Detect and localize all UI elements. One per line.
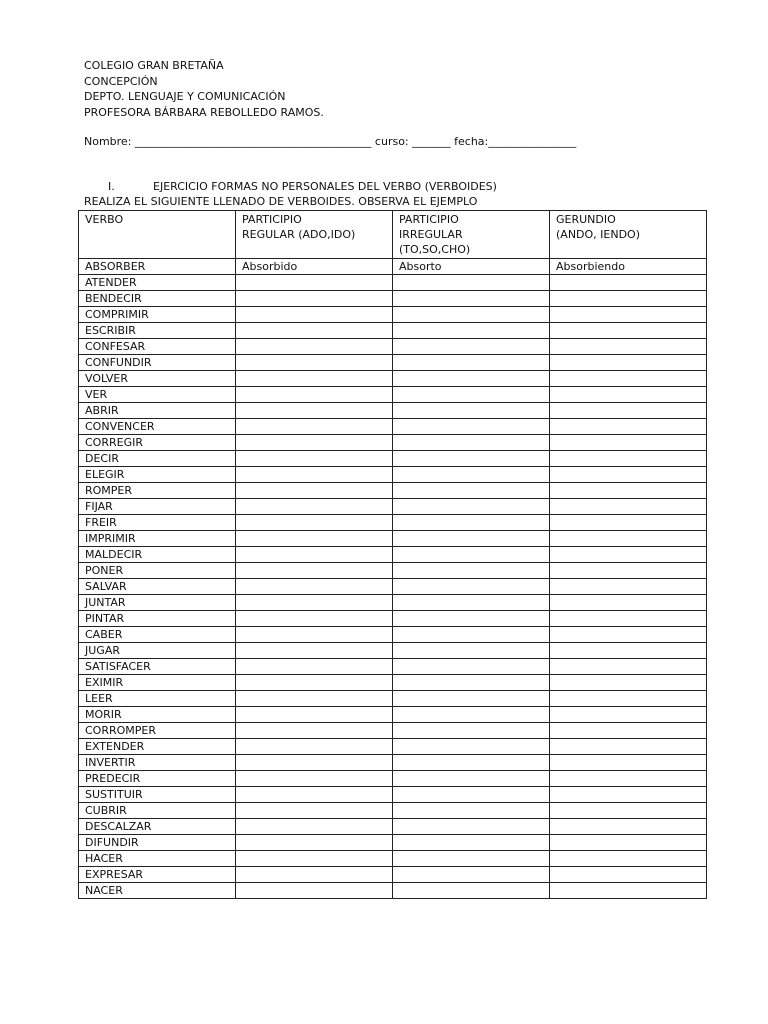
- participio-irregular-cell[interactable]: [393, 323, 550, 339]
- example-verbo: ABSORBER: [79, 259, 236, 275]
- participio-regular-cell[interactable]: [236, 403, 393, 419]
- table-row: [79, 499, 707, 515]
- verboides-table: [78, 210, 707, 899]
- gerundio-cell[interactable]: [550, 819, 707, 835]
- header-participio-irregular: PARTICIPIO IRREGULAR (TO,SO,CHO): [393, 211, 550, 259]
- verb-cell: DECIR: [79, 451, 236, 467]
- gerundio-cell[interactable]: [550, 499, 707, 515]
- verb-cell: EXPRESAR: [79, 867, 236, 883]
- gerundio-cell[interactable]: [550, 371, 707, 387]
- participio-irregular-cell[interactable]: [393, 755, 550, 771]
- department: DEPTO. LENGUAJE Y COMUNICACIÓN: [84, 90, 286, 103]
- gerundio-cell[interactable]: [550, 403, 707, 419]
- participio-regular-cell[interactable]: [236, 819, 393, 835]
- participio-regular-cell[interactable]: [236, 803, 393, 819]
- table-row: [79, 451, 707, 467]
- table-row: [79, 883, 707, 899]
- table-row: [79, 659, 707, 675]
- exercise-heading: [108, 180, 497, 193]
- verb-cell: ELEGIR: [79, 467, 236, 483]
- participio-irregular-cell[interactable]: [393, 499, 550, 515]
- table-row: [79, 819, 707, 835]
- participio-irregular-cell[interactable]: [393, 707, 550, 723]
- participio-irregular-cell[interactable]: [393, 723, 550, 739]
- table-row: [79, 563, 707, 579]
- verb-cell: MALDECIR: [79, 547, 236, 563]
- gerundio-cell[interactable]: [550, 275, 707, 291]
- gerundio-cell[interactable]: [550, 691, 707, 707]
- participio-regular-cell[interactable]: [236, 883, 393, 899]
- student-info-line: [84, 135, 576, 148]
- verb-cell: DESCALZAR: [79, 819, 236, 835]
- participio-irregular-cell[interactable]: [393, 531, 550, 547]
- participio-irregular-cell[interactable]: [393, 579, 550, 595]
- table-row: [79, 371, 707, 387]
- participio-regular-cell[interactable]: [236, 387, 393, 403]
- participio-regular-cell[interactable]: [236, 307, 393, 323]
- fecha-field[interactable]: ________________: [488, 135, 577, 148]
- curso-field[interactable]: _______: [412, 135, 451, 148]
- table-row: [79, 323, 707, 339]
- participio-regular-cell[interactable]: [236, 563, 393, 579]
- verb-cell: PREDECIR: [79, 771, 236, 787]
- participio-regular-cell[interactable]: [236, 515, 393, 531]
- table-row: [79, 787, 707, 803]
- participio-irregular-cell[interactable]: [393, 659, 550, 675]
- gerundio-cell[interactable]: [550, 579, 707, 595]
- participio-irregular-cell[interactable]: [393, 435, 550, 451]
- verb-cell: VER: [79, 387, 236, 403]
- participio-regular-cell[interactable]: [236, 579, 393, 595]
- verb-cell: ROMPER: [79, 483, 236, 499]
- gerundio-cell[interactable]: [550, 803, 707, 819]
- header-gerundio: GERUNDIO (ANDO, IENDO): [550, 211, 707, 259]
- participio-regular-cell[interactable]: [236, 755, 393, 771]
- verb-cell: ESCRIBIR: [79, 323, 236, 339]
- participio-regular-cell[interactable]: [236, 643, 393, 659]
- gerundio-cell[interactable]: [550, 531, 707, 547]
- participio-regular-cell[interactable]: [236, 499, 393, 515]
- participio-irregular-cell[interactable]: [393, 627, 550, 643]
- participio-irregular-cell[interactable]: [393, 675, 550, 691]
- participio-regular-cell[interactable]: [236, 723, 393, 739]
- school-city: CONCEPCIÓN: [84, 74, 158, 88]
- participio-regular-cell[interactable]: [236, 275, 393, 291]
- participio-regular-cell[interactable]: [236, 547, 393, 563]
- table-row: [79, 355, 707, 371]
- participio-irregular-cell[interactable]: [393, 307, 550, 323]
- gerundio-cell[interactable]: [550, 643, 707, 659]
- header-verbo: VERBO: [79, 211, 236, 259]
- participio-irregular-cell[interactable]: [393, 835, 550, 851]
- table-header-row: [79, 211, 707, 259]
- table-row: [79, 531, 707, 547]
- gerundio-cell[interactable]: [550, 451, 707, 467]
- participio-regular-cell[interactable]: [236, 451, 393, 467]
- table-row: [79, 419, 707, 435]
- verb-cell: CABER: [79, 627, 236, 643]
- participio-irregular-cell[interactable]: [393, 771, 550, 787]
- gerundio-cell[interactable]: [550, 611, 707, 627]
- participio-irregular-cell[interactable]: [393, 819, 550, 835]
- verb-cell: CORREGIR: [79, 435, 236, 451]
- table-row: [79, 435, 707, 451]
- gerundio-cell[interactable]: [550, 771, 707, 787]
- participio-irregular-cell[interactable]: [393, 851, 550, 867]
- verb-cell: SALVAR: [79, 579, 236, 595]
- gerundio-cell[interactable]: [550, 435, 707, 451]
- gerundio-cell[interactable]: [550, 835, 707, 851]
- gerundio-cell[interactable]: [550, 867, 707, 883]
- school-header: [84, 58, 324, 120]
- participio-irregular-cell[interactable]: [393, 419, 550, 435]
- participio-regular-cell[interactable]: [236, 675, 393, 691]
- nombre-label: Nombre:: [84, 135, 132, 148]
- example-irregular: Absorto: [393, 259, 550, 275]
- verb-cell: CONFESAR: [79, 339, 236, 355]
- table-row: [79, 387, 707, 403]
- participio-regular-cell[interactable]: [236, 867, 393, 883]
- verb-cell: NACER: [79, 883, 236, 899]
- example-regular: Absorbido: [236, 259, 393, 275]
- table-row: [79, 339, 707, 355]
- fecha-label: fecha:: [454, 135, 489, 148]
- gerundio-cell[interactable]: [550, 419, 707, 435]
- table-row: [79, 307, 707, 323]
- participio-irregular-cell[interactable]: [393, 803, 550, 819]
- participio-regular-cell[interactable]: [236, 419, 393, 435]
- table-row: [79, 835, 707, 851]
- exercise-number: I.: [108, 180, 115, 193]
- table-row: [79, 483, 707, 499]
- participio-irregular-cell[interactable]: [393, 339, 550, 355]
- participio-regular-cell[interactable]: [236, 851, 393, 867]
- participio-irregular-cell[interactable]: [393, 867, 550, 883]
- verb-cell: CONVENCER: [79, 419, 236, 435]
- participio-irregular-cell[interactable]: [393, 355, 550, 371]
- gerundio-cell[interactable]: [550, 515, 707, 531]
- verb-cell: LEER: [79, 691, 236, 707]
- exercise-instruction: REALIZA EL SIGUIENTE LLENADO DE VERBOIDES. OBSERVA EL EJEMPLO: [84, 195, 478, 208]
- participio-regular-cell[interactable]: [236, 291, 393, 307]
- table-row: [79, 723, 707, 739]
- participio-regular-cell[interactable]: [236, 531, 393, 547]
- participio-irregular-cell[interactable]: [393, 739, 550, 755]
- gerundio-cell[interactable]: [550, 755, 707, 771]
- participio-regular-cell[interactable]: [236, 659, 393, 675]
- participio-regular-cell[interactable]: [236, 739, 393, 755]
- verb-cell: JUGAR: [79, 643, 236, 659]
- gerundio-cell[interactable]: [550, 707, 707, 723]
- participio-regular-cell[interactable]: [236, 771, 393, 787]
- example-row: [79, 259, 707, 275]
- participio-irregular-cell[interactable]: [393, 515, 550, 531]
- participio-regular-cell[interactable]: [236, 435, 393, 451]
- table-row: [79, 691, 707, 707]
- table-row: [79, 275, 707, 291]
- gerundio-cell[interactable]: [550, 723, 707, 739]
- participio-regular-cell[interactable]: [236, 707, 393, 723]
- gerundio-cell[interactable]: [550, 355, 707, 371]
- verb-cell: PONER: [79, 563, 236, 579]
- verb-cell: BENDECIR: [79, 291, 236, 307]
- table-row: [79, 707, 707, 723]
- gerundio-cell[interactable]: [550, 291, 707, 307]
- participio-regular-cell[interactable]: [236, 835, 393, 851]
- participio-irregular-cell[interactable]: [393, 643, 550, 659]
- gerundio-cell[interactable]: [550, 787, 707, 803]
- verb-cell: CORROMPER: [79, 723, 236, 739]
- gerundio-cell[interactable]: [550, 627, 707, 643]
- verb-cell: CUBRIR: [79, 803, 236, 819]
- table-row: [79, 771, 707, 787]
- participio-regular-cell[interactable]: [236, 595, 393, 611]
- participio-irregular-cell[interactable]: [393, 483, 550, 499]
- verb-cell: COMPRIMIR: [79, 307, 236, 323]
- verb-cell: SUSTITUIR: [79, 787, 236, 803]
- table-row: [79, 467, 707, 483]
- participio-irregular-cell[interactable]: [393, 291, 550, 307]
- verb-cell: FIJAR: [79, 499, 236, 515]
- table-row: [79, 547, 707, 563]
- participio-regular-cell[interactable]: [236, 611, 393, 627]
- table-row: [79, 403, 707, 419]
- participio-irregular-cell[interactable]: [393, 467, 550, 483]
- verb-cell: EXIMIR: [79, 675, 236, 691]
- example-gerundio: Absorbiendo: [550, 259, 707, 275]
- table-row: [79, 755, 707, 771]
- participio-regular-cell[interactable]: [236, 787, 393, 803]
- gerundio-cell[interactable]: [550, 387, 707, 403]
- verb-cell: ABRIR: [79, 403, 236, 419]
- table-row: [79, 515, 707, 531]
- table-row: [79, 643, 707, 659]
- participio-irregular-cell[interactable]: [393, 387, 550, 403]
- participio-regular-cell[interactable]: [236, 627, 393, 643]
- participio-irregular-cell[interactable]: [393, 275, 550, 291]
- verb-cell: JUNTAR: [79, 595, 236, 611]
- participio-irregular-cell[interactable]: [393, 787, 550, 803]
- participio-regular-cell[interactable]: [236, 339, 393, 355]
- verb-cell: IMPRIMIR: [79, 531, 236, 547]
- participio-irregular-cell[interactable]: [393, 371, 550, 387]
- gerundio-cell[interactable]: [550, 323, 707, 339]
- verb-cell: INVERTIR: [79, 755, 236, 771]
- gerundio-cell[interactable]: [550, 467, 707, 483]
- participio-irregular-cell[interactable]: [393, 611, 550, 627]
- table-row: [79, 291, 707, 307]
- table-row: [79, 611, 707, 627]
- teacher-name: PROFESORA BÁRBARA REBOLLEDO RAMOS.: [84, 105, 324, 119]
- verb-cell: PINTAR: [79, 611, 236, 627]
- table-row: [79, 867, 707, 883]
- header-participio-regular: PARTICIPIO REGULAR (ADO,IDO): [236, 211, 393, 259]
- participio-regular-cell[interactable]: [236, 371, 393, 387]
- participio-irregular-cell[interactable]: [393, 691, 550, 707]
- participio-irregular-cell[interactable]: [393, 547, 550, 563]
- table-row: [79, 627, 707, 643]
- table-row: [79, 803, 707, 819]
- gerundio-cell[interactable]: [550, 851, 707, 867]
- table-row: [79, 739, 707, 755]
- table-row: [79, 579, 707, 595]
- gerundio-cell[interactable]: [550, 563, 707, 579]
- table-row: [79, 595, 707, 611]
- verb-cell: DIFUNDIR: [79, 835, 236, 851]
- curso-label: curso:: [374, 135, 409, 148]
- verb-cell: CONFUNDIR: [79, 355, 236, 371]
- verb-cell: FREIR: [79, 515, 236, 531]
- gerundio-cell[interactable]: [550, 675, 707, 691]
- verb-cell: MORIR: [79, 707, 236, 723]
- gerundio-cell[interactable]: [550, 659, 707, 675]
- verb-cell: SATISFACER: [79, 659, 236, 675]
- school-name: COLEGIO GRAN BRETAÑA: [84, 59, 224, 72]
- gerundio-cell[interactable]: [550, 483, 707, 499]
- participio-regular-cell[interactable]: [236, 691, 393, 707]
- participio-regular-cell[interactable]: [236, 483, 393, 499]
- gerundio-cell[interactable]: [550, 339, 707, 355]
- table-row: [79, 675, 707, 691]
- exercise-title: EJERCICIO FORMAS NO PERSONALES DEL VERBO (VERBOIDES): [153, 180, 497, 193]
- participio-regular-cell[interactable]: [236, 355, 393, 371]
- gerundio-cell[interactable]: [550, 739, 707, 755]
- gerundio-cell[interactable]: [550, 883, 707, 899]
- participio-irregular-cell[interactable]: [393, 883, 550, 899]
- verb-cell: EXTENDER: [79, 739, 236, 755]
- table-row: [79, 851, 707, 867]
- participio-regular-cell[interactable]: [236, 323, 393, 339]
- verb-cell: ATENDER: [79, 275, 236, 291]
- participio-regular-cell[interactable]: [236, 467, 393, 483]
- participio-irregular-cell[interactable]: [393, 595, 550, 611]
- participio-irregular-cell[interactable]: [393, 403, 550, 419]
- gerundio-cell[interactable]: [550, 547, 707, 563]
- verb-cell: HACER: [79, 851, 236, 867]
- participio-irregular-cell[interactable]: [393, 451, 550, 467]
- participio-irregular-cell[interactable]: [393, 563, 550, 579]
- gerundio-cell[interactable]: [550, 595, 707, 611]
- gerundio-cell[interactable]: [550, 307, 707, 323]
- verb-cell: VOLVER: [79, 371, 236, 387]
- nombre-field[interactable]: ___________________________________________: [134, 135, 372, 148]
